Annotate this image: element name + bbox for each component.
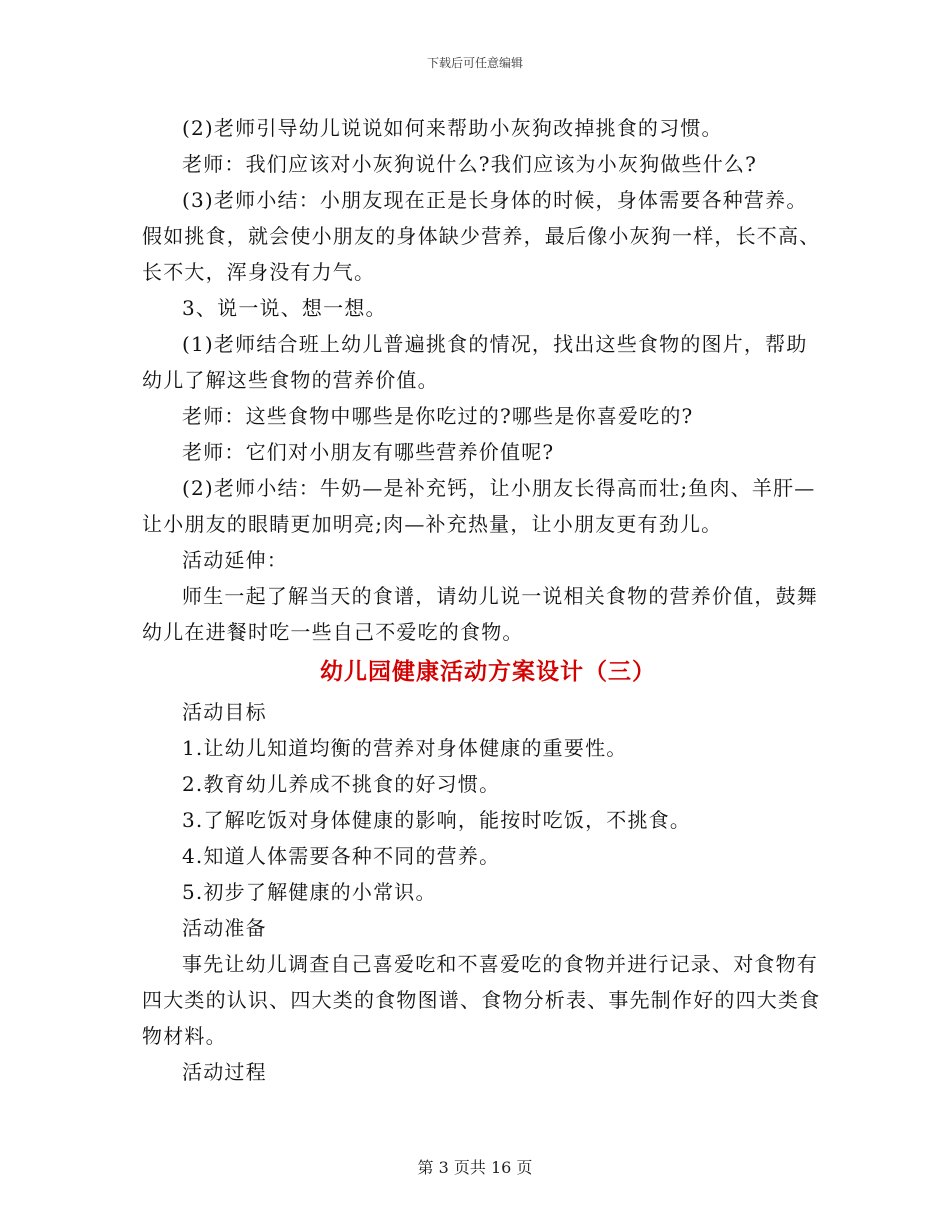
paragraph: 1.让幼儿知道均衡的营养对身体健康的重要性。 [182,736,628,760]
section-title: 幼儿园健康活动方案设计（三） [320,658,656,685]
paragraph: (2)老师小结：牛奶—是补充钙，让小朋友长得高而壮;鱼肉、羊肝—让小朋友的眼睛更加明亮;肉—补充热量，让小朋友更有劲儿。 [142,476,816,536]
page-footer: 第 3 页共 16 页 [417,1158,533,1177]
paragraph: (2)老师引导幼儿说说如何来帮助小灰狗改掉挑食的习惯。 [182,116,723,140]
document-body [142,110,822,1090]
page-header: 下载后可任意编辑 [426,56,523,70]
paragraph: 事先让幼儿调查自己喜爱吃和不喜爱吃的食物并进行记录、对食物有四大类的认识、四大类的食物图谱、食物分析表、事先制作好的四大类食物材料。 [142,952,821,1048]
paragraph: 老师：我们应该对小灰狗说什么?我们应该为小灰狗做些什么? [182,152,758,176]
paragraph: 3、说一说、想一想。 [182,296,387,320]
paragraph: 3.了解吃饭对身体健康的影响，能按时吃饭，不挑食。 [182,808,692,832]
paragraph: (1)老师结合班上幼儿普遍挑食的情况，找出这些食物的图片，帮助幼儿了解这些食物的营养价值。 [142,332,808,392]
paragraph: 活动延伸： [182,548,288,572]
paragraph: 老师：这些食物中哪些是你吃过的?哪些是你喜爱吃的? [182,404,694,428]
paragraph: 活动准备 [182,916,267,940]
paragraph: (3)老师小结：小朋友现在正是长身体的时候，身体需要各种营养。假如挑食，就会使小朋友的身体缺少营养，最后像小灰狗一样，长不高、长不大，浑身没有力气。 [142,188,821,284]
paragraph: 老师：它们对小朋友有哪些营养价值呢? [182,440,555,464]
paragraph: 2.教育幼儿养成不挑食的好习惯。 [182,772,501,796]
paragraph: 活动过程 [182,1060,267,1084]
paragraph: 4.知道人体需要各种不同的营养。 [182,844,501,868]
paragraph: 活动目标 [182,700,267,724]
paragraph: 师生一起了解当天的食谱，请幼儿说一说相关食物的营养价值，鼓舞幼儿在进餐时吃一些自己不爱吃的食物。 [142,584,818,644]
paragraph: 5.初步了解健康的小常识。 [182,880,437,904]
